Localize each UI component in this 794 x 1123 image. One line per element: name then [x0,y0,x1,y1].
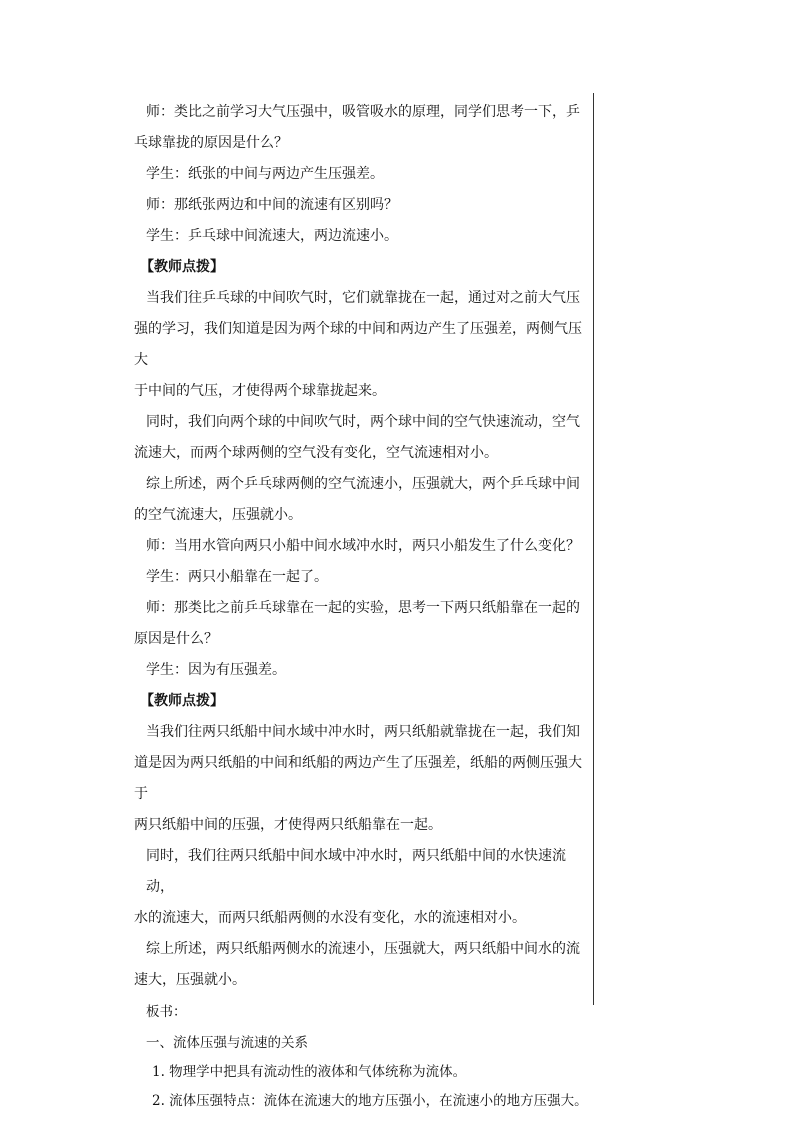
teacher-question-4-cont: 原因是什么？ [134,631,218,647]
explanation-1: 当我们往乒乓球的中间吹气时，它们就靠拢在一起，通过对之前大气压 [146,290,580,306]
board-notes-heading: 一、流体压强与流速的关系 [146,1035,308,1051]
section-heading-teacher-tips-1: 【教师点拨】 [140,259,224,275]
summary-2-cont: 速大，压强就小。 [134,972,246,988]
summary-2: 综上所述，两只纸船两侧水的流速小，压强就大，两只纸船中间水的流 [146,941,580,957]
explanation-1-cont-a: 强的学习，我们知道是因为两个球的中间和两边产生了压强差，两侧气压大 [134,321,582,368]
teacher-question-1: 师：类比之前学习大气压强中，吸管吸水的原理，同学们思考一下，乒 [146,104,580,120]
lesson-content [134,97,590,1116]
explanation-2-cont: 流速大，而两个球两侧的空气没有变化，空气流速相对小。 [134,445,498,461]
student-answer-4: 学生：因为有压强差。 [146,662,286,678]
teacher-question-1-cont: 乓球靠拢的原因是什么？ [134,135,288,151]
explanation-4: 同时，我们往两只纸船中间水域中冲水时，两只纸船中间的水快速流动， [146,848,566,895]
student-answer-1: 学生：纸张的中间与两边产生压强差。 [146,166,384,182]
teacher-question-3: 师：当用水管向两只小船中间水域冲水时，两只小船发生了什么变化？ [146,538,580,554]
board-notes-label: 板书： [146,1004,187,1020]
summary-1: 综上所述，两个乒乓球两侧的空气流速小，压强就大，两个乒乓球中间 [146,476,580,492]
explanation-1-cont-b: 于中间的气压，才使得两个球靠拢起来。 [134,383,386,399]
board-notes-item-2: 2. 流体压强特点：流体在流速大的地方压强小，在流速小的地方压强大。 [152,1093,588,1109]
explanation-3: 当我们往两只纸船中间水域中冲水时，两只纸船就靠拢在一起，我们知 [146,724,580,740]
explanation-4-cont: 水的流速大，而两只纸船两侧的水没有变化，水的流速相对小。 [134,910,526,926]
teacher-question-4: 师：那类比之前乒乓球靠在一起的实验，思考一下两只纸船靠在一起的 [146,600,580,616]
summary-1-cont: 的空气流速大，压强就小。 [134,507,302,523]
teacher-question-2: 师：那纸张两边和中间的流速有区别吗？ [146,197,398,213]
explanation-3-cont-a: 道是因为两只纸船的中间和纸船的两边产生了压强差，纸船的两侧压强大于 [134,755,582,802]
section-heading-teacher-tips-2: 【教师点拨】 [140,693,224,709]
student-answer-3: 学生：两只小船靠在一起了。 [146,569,328,585]
explanation-2: 同时，我们向两个球的中间吹气时，两个球中间的空气快速流动，空气 [146,414,580,430]
board-notes-item-1: 1. 物理学中把具有流动性的液体和气体统称为流体。 [152,1064,467,1080]
table-right-border [593,93,594,1005]
student-answer-2: 学生：乒乓球中间流速大，两边流速小。 [146,228,398,244]
explanation-3-cont-b: 两只纸船中间的压强，才使得两只纸船靠在一起。 [134,817,442,833]
